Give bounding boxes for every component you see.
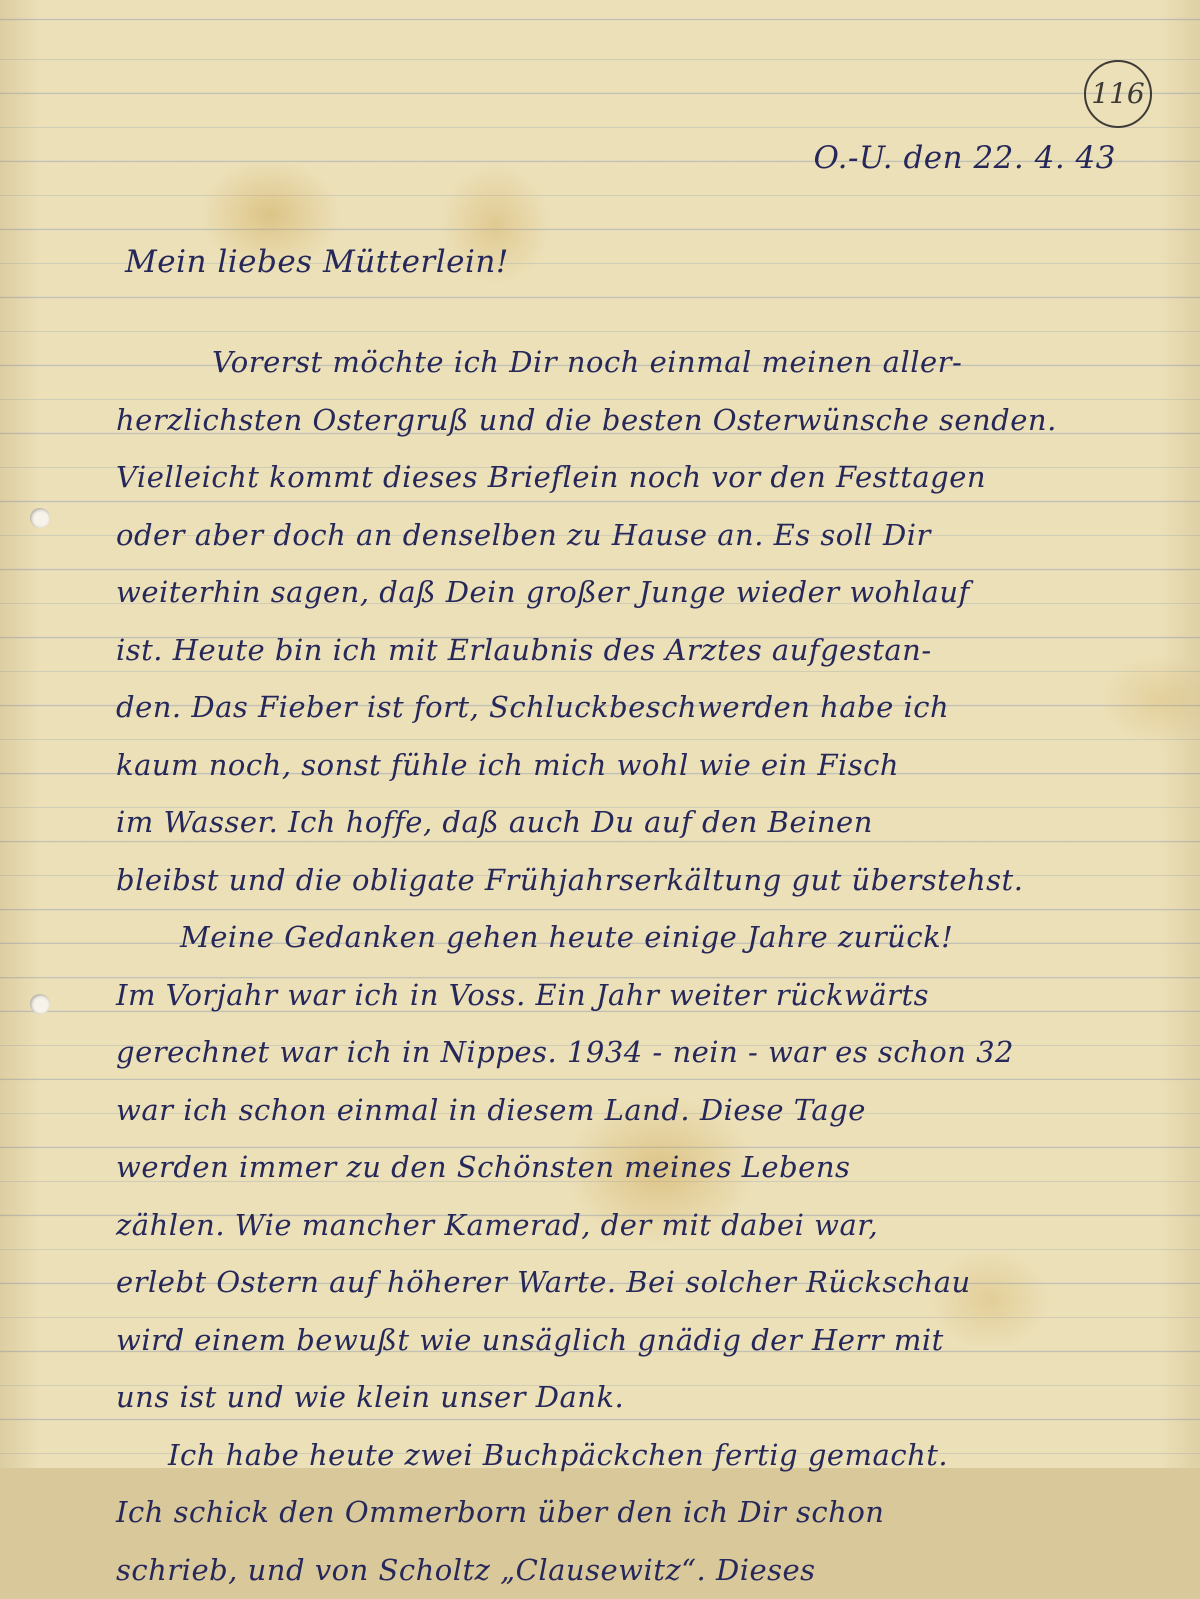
punch-hole: [30, 994, 50, 1014]
body-line: Ich schick den Ommerborn über den ich Dir schon: [116, 1484, 1156, 1542]
body-line: Vorerst möchte ich Dir noch einmal meinen aller-: [116, 334, 1156, 392]
punch-hole: [30, 508, 50, 528]
body-line: Vielleicht kommt dieses Brieflein noch vor den Festtagen: [116, 449, 1156, 507]
body-line: war ich schon einmal in diesem Land. Diese Tage: [116, 1082, 1156, 1140]
body-line: bleibst und die obligate Frühjahrserkältung gut überstehst.: [116, 852, 1156, 910]
body-line: Ich habe heute zwei Buchpäckchen fertig gemacht.: [116, 1427, 1156, 1485]
body-line: erlebt Ostern auf höherer Warte. Bei solcher Rückschau: [116, 1254, 1156, 1312]
body-line: gerechnet war ich in Nippes. 1934 - nein - war es schon 32: [116, 1024, 1156, 1082]
body-line: wird einem bewußt wie unsäglich gnädig der Herr mit: [116, 1312, 1156, 1370]
archive-number: 116: [1084, 60, 1152, 128]
body-line: Im Vorjahr war ich in Voss. Ein Jahr weiter rückwärts: [116, 967, 1156, 1025]
body-line: im Wasser. Ich hoffe, daß auch Du auf den Beinen: [116, 794, 1156, 852]
place-date: O.-U. den 22. 4. 43: [814, 140, 1116, 176]
body-line: weiterhin sagen, daß Dein großer Junge wieder wohlauf: [116, 564, 1156, 622]
body-line: zählen. Wie mancher Kamerad, der mit dabei war,: [116, 1197, 1156, 1255]
body-line: ist. Heute bin ich mit Erlaubnis des Arztes aufgestan-: [116, 622, 1156, 680]
salutation: Mein liebes Mütterlein!: [125, 244, 509, 280]
body-line: werden immer zu den Schönsten meines Lebens: [116, 1139, 1156, 1197]
body-line: kaum noch, sonst fühle ich mich wohl wie ein Fisch: [116, 737, 1156, 795]
letter-body: [116, 334, 1156, 1599]
body-line: den. Das Fieber ist fort, Schluckbeschwerden habe ich: [116, 679, 1156, 737]
body-line: Meine Gedanken gehen heute einige Jahre zurück!: [116, 909, 1156, 967]
body-line: schrieb, und von Scholtz „Clausewitz“. Dieses: [116, 1542, 1156, 1599]
body-line: herzlichsten Ostergruß und die besten Osterwünsche senden.: [116, 392, 1156, 450]
body-line: uns ist und wie klein unser Dank.: [116, 1369, 1156, 1427]
body-line: oder aber doch an denselben zu Hause an. Es soll Dir: [116, 507, 1156, 565]
